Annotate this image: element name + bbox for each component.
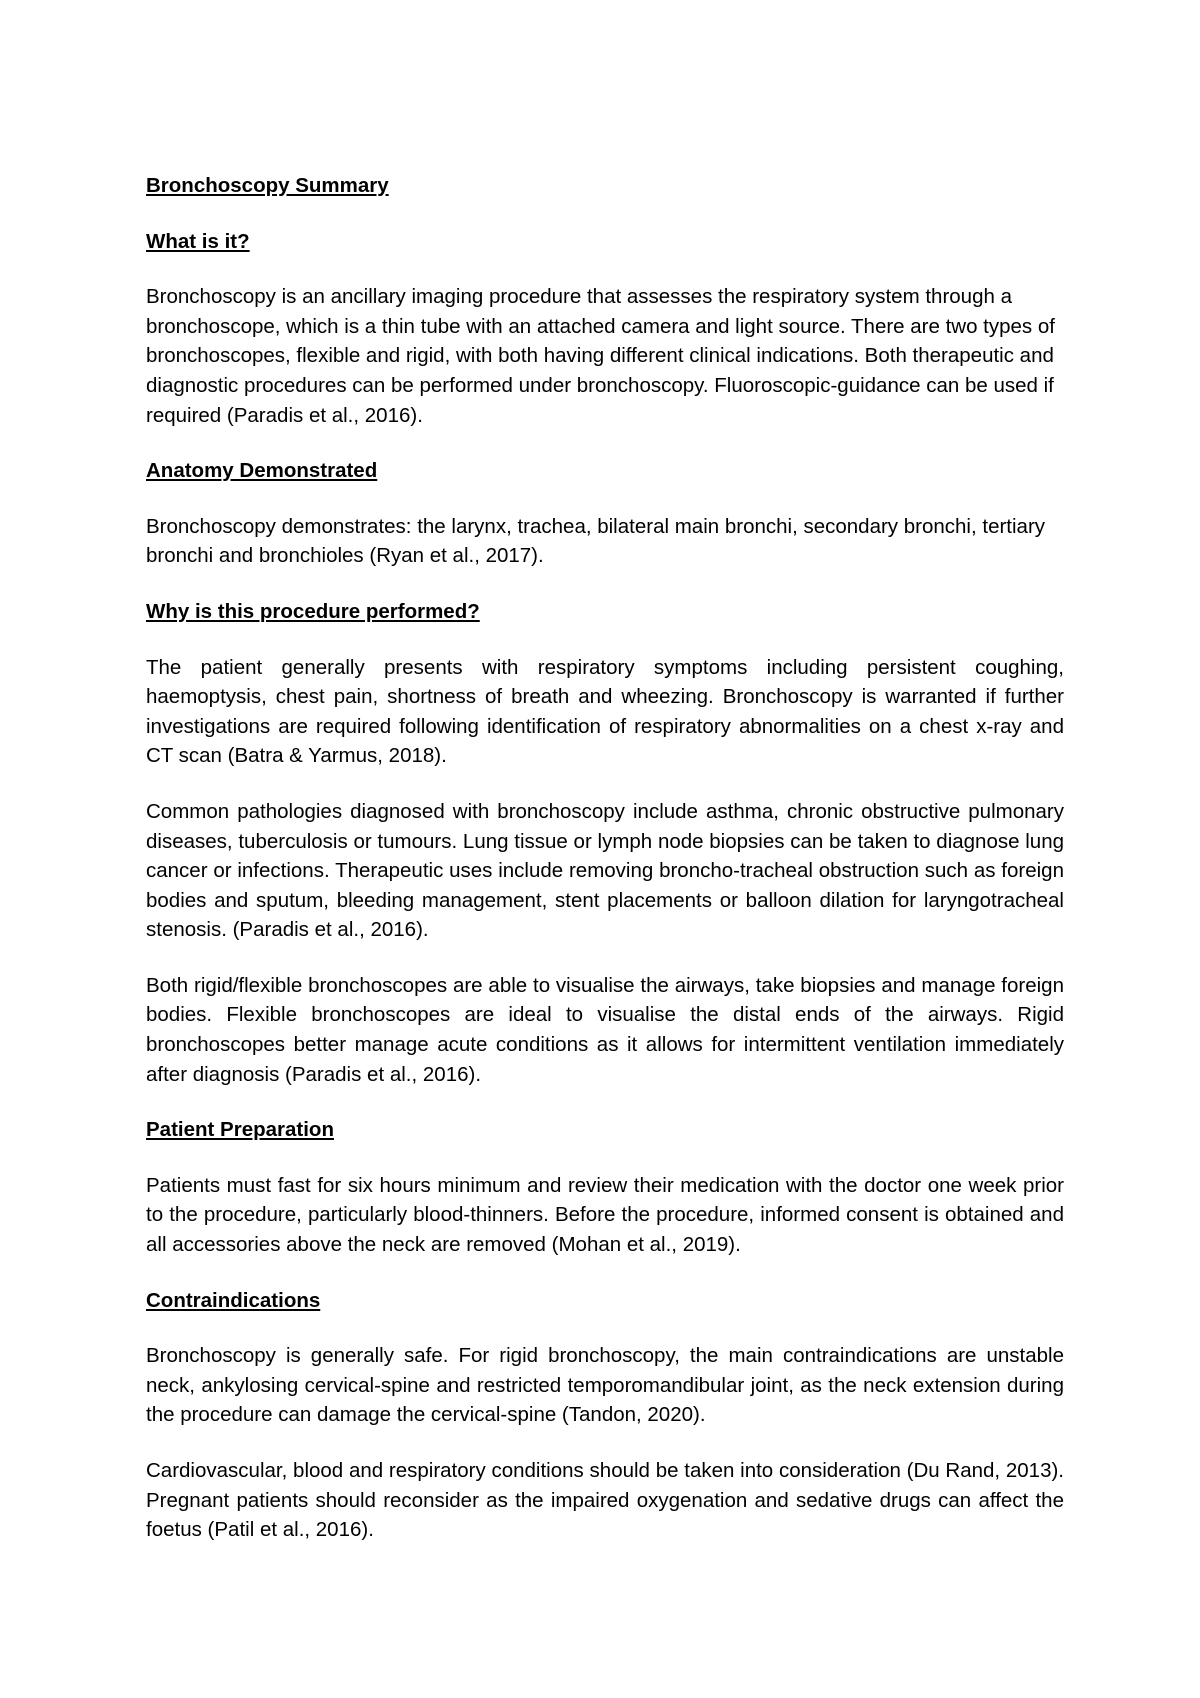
section-heading: Why is this procedure performed? (146, 599, 480, 623)
section-what-is-it (146, 227, 1064, 431)
paragraph: Cardiovascular, blood and respiratory conditions should be taken into consideration (Du Rand, 2013). Pregnant patients should reconsider as the impaired oxygenation and sedative drugs can affect the foetus (Patil et al., 2016). (146, 1459, 1064, 1542)
section-why-performed (146, 597, 1064, 1089)
section-heading: Anatomy Demonstrated (146, 459, 378, 483)
section-contraindications (146, 1286, 1064, 1545)
paragraph: Bronchoscopy demonstrates: the larynx, trachea, bilateral main bronchi, secondary bronchi, tertiary bronchi and bronchioles (Ryan et al., 2017). (146, 514, 1046, 568)
document-title: Bronchoscopy Summary (146, 174, 389, 197)
section-anatomy-demonstrated (146, 456, 1064, 571)
paragraph: The patient generally presents with respiratory symptoms including persistent coughing, haemoptysis, chest pain, shortness of breath and wheezing. Bronchoscopy is warranted if further investigations are required following identification of respiratory abnormalities on a chest x-ray and CT scan (Batra & Yarmus, 2018). (146, 655, 1064, 768)
section-heading: What is it? (146, 229, 250, 253)
section-heading: Patient Preparation (146, 1118, 334, 1142)
paragraph: Bronchoscopy is an ancillary imaging procedure that assesses the respiratory system through a bronchoscope, which is a thin tube with an attached camera and light source. There are two types of bronchoscopes, flexible and rigid, with both having different clinical indications. Both therapeutic and diagnostic procedures can be performed under bronchoscopy. Fluoroscopic-guidance can be used if required (Paradis et al., 2016). (146, 285, 1055, 427)
paragraph: Common pathologies diagnosed with bronchoscopy include asthma, chronic obstructive pulmonary diseases, tuberculosis or tumours. Lung tissue or lymph node biopsies can be taken to diagnose lung cancer or infections. Therapeutic uses include removing broncho-tracheal obstruction such as foreign bodies and sputum, bleeding management, stent placements or balloon dilation for laryngotracheal stenosis. (Paradis et al., 2016). (146, 799, 1064, 942)
section-patient-preparation (146, 1115, 1064, 1259)
section-heading: Contraindications (146, 1288, 321, 1312)
paragraph: Both rigid/flexible bronchoscopes are able to visualise the airways, take biopsies and manage foreign bodies. Flexible bronchoscopes are ideal to visualise the distal ends of the airways. Rigid bronchoscopes better manage acute conditions as it allows for intermittent ventilation immediately after diagnosis (Paradis et al., 2016). (146, 973, 1064, 1086)
document-body (146, 171, 1064, 1571)
paragraph: Patients must fast for six hours minimum and review their medication with the doctor one week prior to the procedure, particularly blood-thinners. Before the procedure, informed consent is obtained and all accessories above the neck are removed (Mohan et al., 2019). (146, 1173, 1064, 1257)
paragraph: Bronchoscopy is generally safe. For rigid bronchoscopy, the main contraindications are unstable neck, ankylosing cervical-spine and restricted temporomandibular joint, as the neck extension during the procedure can damage the cervical-spine (Tandon, 2020). (146, 1344, 1064, 1427)
